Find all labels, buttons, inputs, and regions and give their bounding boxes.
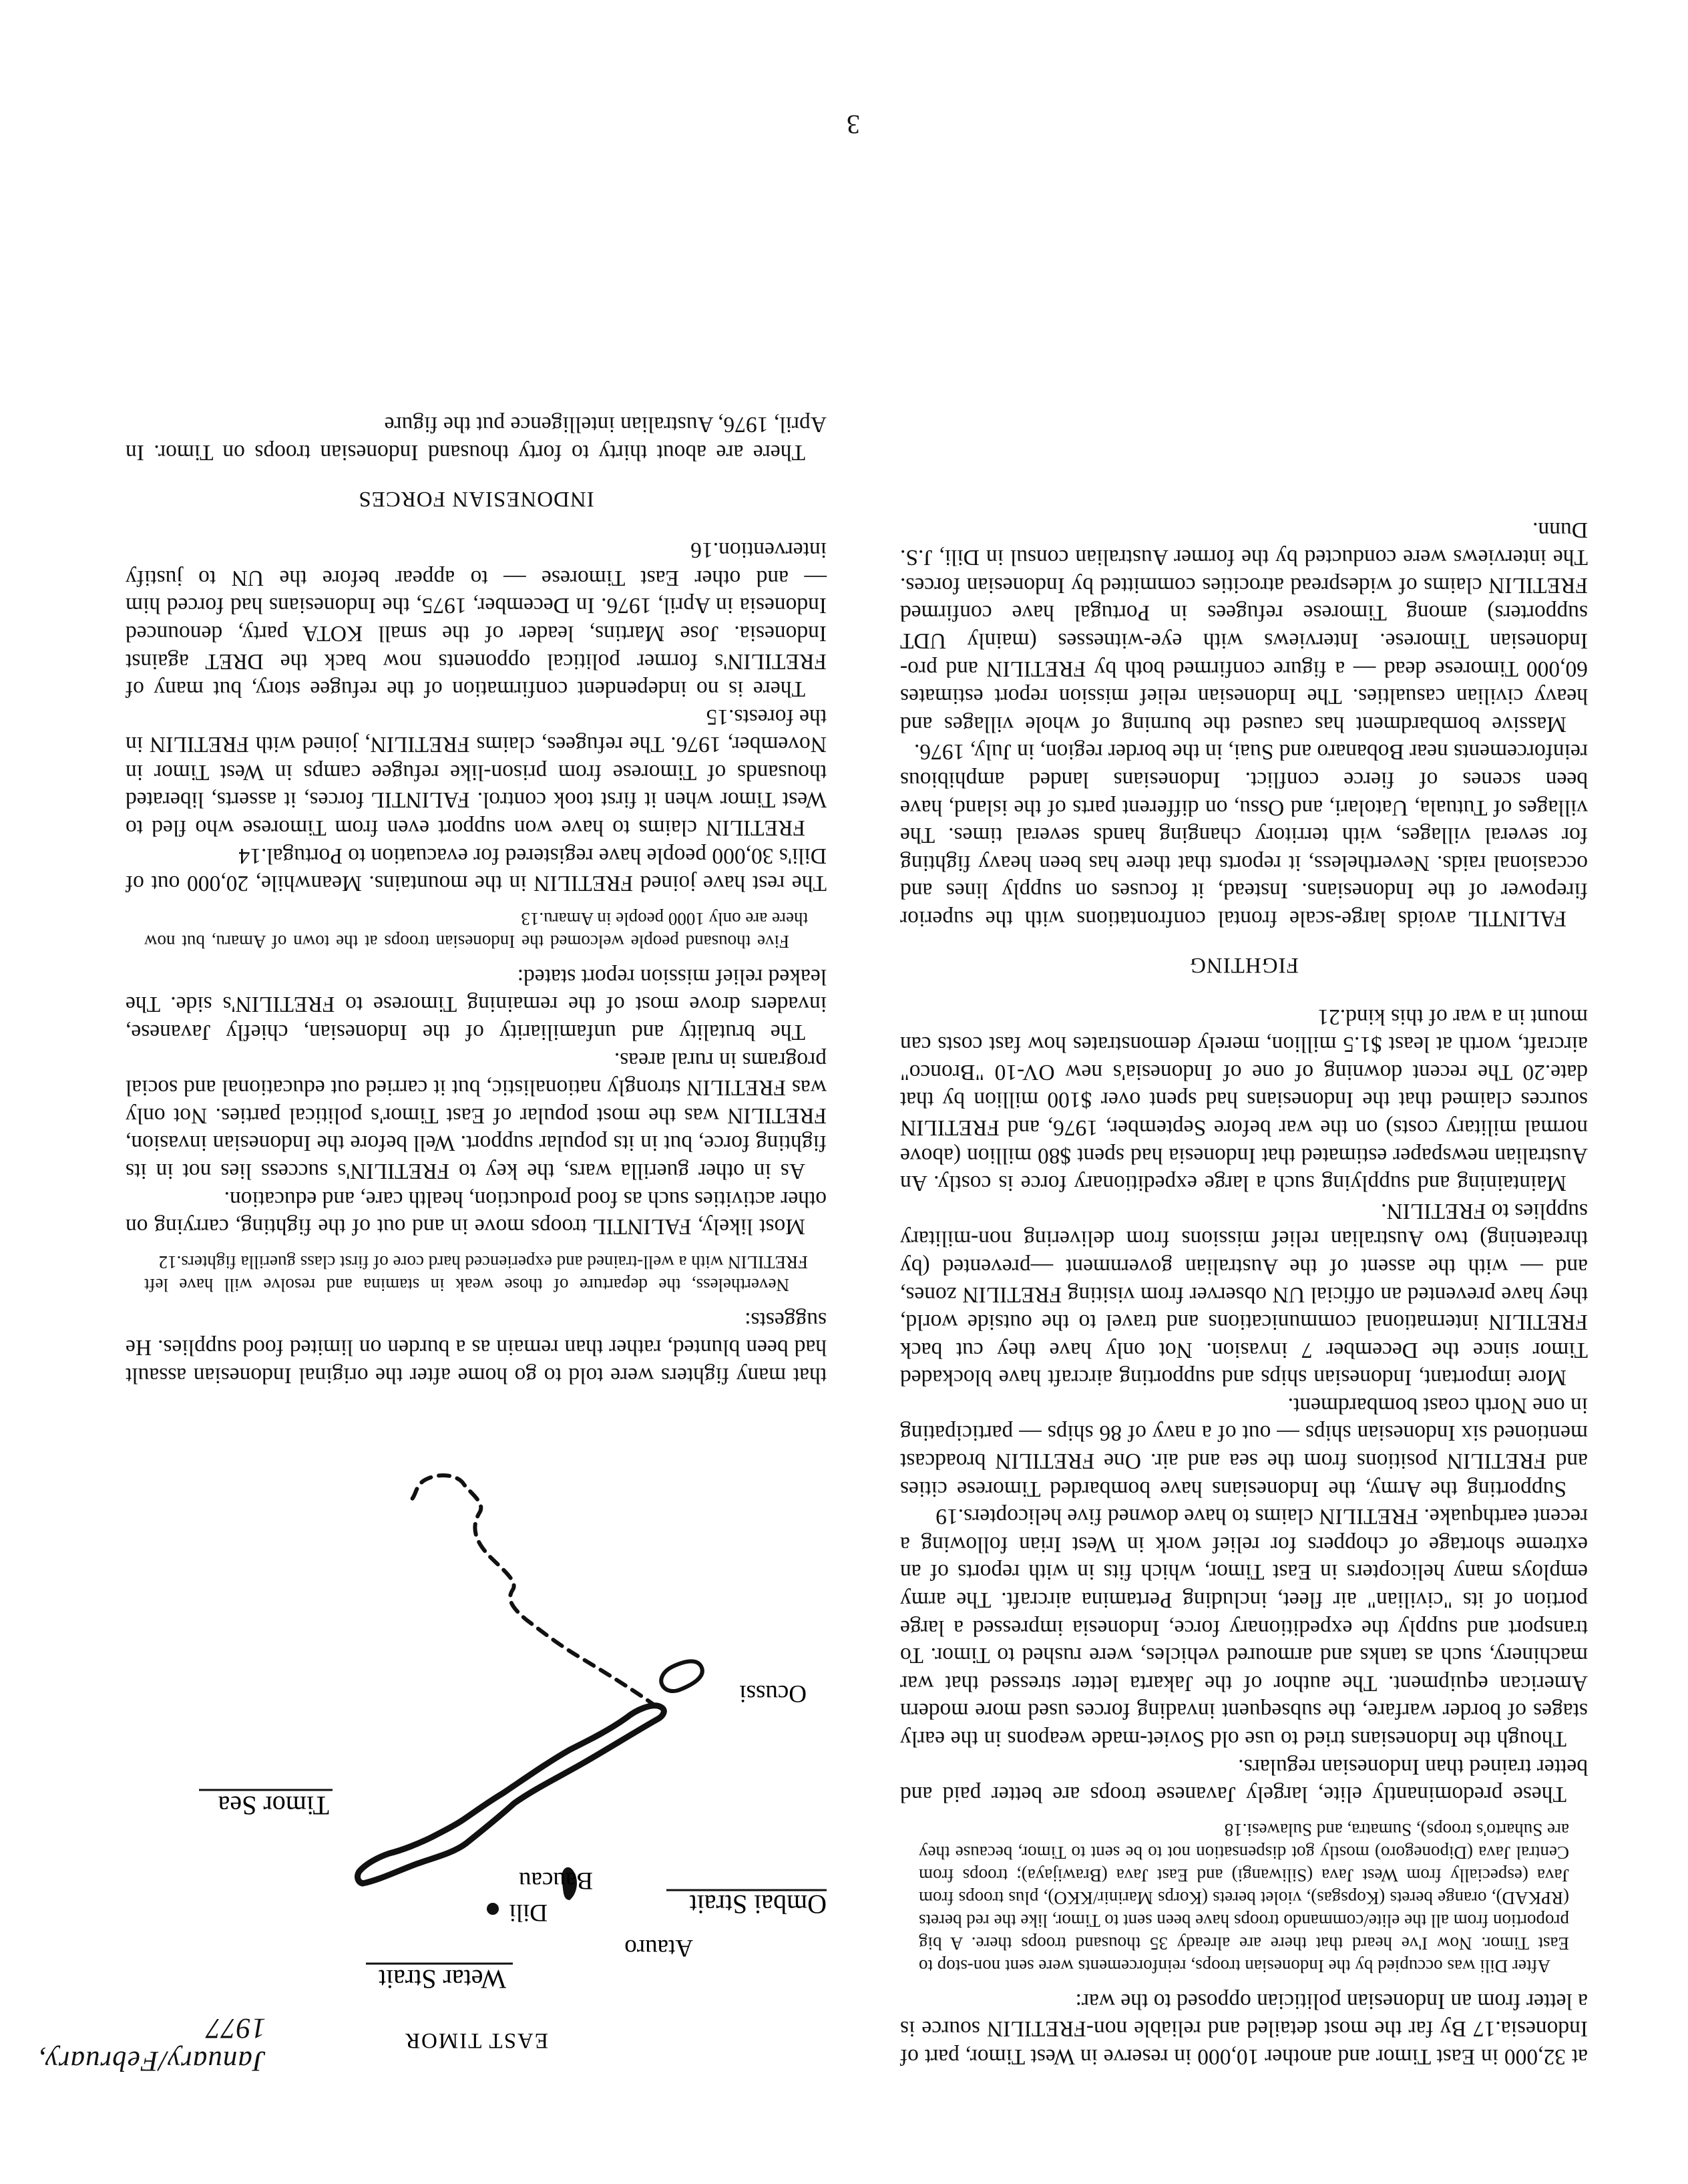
label-ombai-strait: Ombai Strait <box>689 1889 827 1920</box>
paragraph: There is no independent confirmation of the refugee story, but many of FRETILIN's former political opponents now back the DRET against Indonesia. Jose Martins, leader of the small KOTA party, denounced Indonesia in April, 1976. In December, 1975, the Indonesians had forced him — and other East Timorese — to appear before the UN to justify intervention.16 <box>126 538 827 702</box>
running-head: January/February, 1977 <box>38 2012 266 2076</box>
block-quote: Five thousand people welcomed the Indonesian troops at the town of Amaru, but now there are only 1000 people in Amaru.13 <box>144 909 808 952</box>
dili-marker <box>487 1903 499 1915</box>
label-dili: Dili <box>509 1899 548 1926</box>
block-quote: Nevertheless, the departure of those weak in stamina and resolve will have left FRETILIN with a well-trained and experienced hard core of first class guerilla fighters.12 <box>144 1252 808 1296</box>
label-baucau: Baucau <box>519 1867 593 1894</box>
label-timor-sea: Timor Sea <box>218 1791 329 1821</box>
paragraph: More important, Indonesian ships and supporting aircraft have blockaded Timor since the December 7 invasion. Not only have they cut back FRETILIN international communications and travel to the outside world, they have prevented an official UN observer from visiting FRETILIN zones, and — with the assent of the Australian government —prevented (by threatening) two Australian relief missions from delivering non-military supplies to FRETILIN. <box>900 1198 1588 1391</box>
paragraph: The rest have joined FRETILIN in the mountains. Meanwhile, 20,000 out of Dili's 30,000 people have registered for evacuation to Portugal.14 <box>126 843 827 896</box>
label-ocussi: Ocussi <box>739 1680 807 1707</box>
west-timor-border <box>406 1475 656 1706</box>
paragraph: As in other guerilla wars, the key to FRETILIN's success lies not in its fighting force, but in its popular support. Well before the Indonesian invasion, FRETILIN was the most popular of East Timor's political parties. Not only was FRETILIN strongly nationalistic, but it carried out educational and social programs in rural areas. <box>126 1047 827 1184</box>
paragraph: Massive bombardment has caused the burning of whole villages and heavy civilian casualties. The Indonesian relief mission report estimates 60,000 Timorese dead — a figure confirmed both by FRETILIN and pro-Indonesian Timorese. Interviews with eye-witnesses (mainly UDT supporters) among Timorese refugees in Portugal have confirmed FRETILIN claims of widespread atrocities committed by Indonesian forces. The interviews were conducted by the former Australian consul in Dili, J.S. Dunn. <box>900 517 1588 737</box>
right-column <box>126 410 827 1389</box>
label-wetar-strait: Wetar Strait <box>378 1964 506 1994</box>
left-column <box>900 516 1588 2070</box>
page-number: 3 <box>847 110 860 140</box>
section-heading-fighting: FIGHTING <box>1189 953 1299 977</box>
paragraph: Though the Indonesians tried to use old Soviet-made weapons in the early stages of border warfare, the subsequent invading forces used more modern American equipment. The author of the Jakarta letter stressed that war machinery, such as tanks and armoured vehicles, were rushed to Timor. To transport and supply the expeditionary force, Indonesia impressed a large portion of its "civilian" air fleet, including Pertamina aircraft. The army employs many helicopters in East Timor, which fits in with reports of an extreme shortage of choppers for relief work in West Irian following a recent earthquake. FRETILIN claims to have downed five helicopters.19 <box>900 1504 1588 1752</box>
paragraph: These predominantly elite, largely Javanese troops are better paid and better trained than Indonesian regulars. <box>900 1754 1588 1807</box>
paragraph: FALINTIL avoids large-scale frontal confrontations with the superior firepower of the Indonesians. Instead, it focuses on supply lines and occasional raids. Nevertheless, it reports that there has been heavy fighting for several villages, with territory changing hands several times. The villages of Tutuala, Uatolari, and Ossu, on different parts of the island, have been scenes of fierce conflict. Indonesians landed amphibious reinforcements near Bobanaro and Suai, in the border region, in July, 1976. <box>900 739 1588 931</box>
paragraph: Supporting the Army, the Indonesians have bombarded Timorese cities and FRETILIN positions from the sea and air. One FRETILIN broadcast mentioned six Indonesian ships — out of a navy of 86 ships — participating in one North coast bombardment. <box>900 1393 1588 1501</box>
east-timor-map <box>126 1403 827 2084</box>
paragraph: FRETILIN claims to have won support even from Timorese who fled to West Timor when it first took control. FALINTIL forces, it asserts, liberated thousands of Timorese from prison-like refugee camps in West Timor in November, 1976. The refugees, claims FRETILIN, joined with FRETILIN in the forests.15 <box>126 704 827 841</box>
label-atauro: Atauro <box>624 1934 693 1962</box>
ocussi-enclave <box>661 1661 702 1691</box>
paragraph: at 32,000 in East Timor and another 10,000 in reserve in West Timor, part of Indonesia.17 By far the most detailed and reliable non-FRETILIN source is a letter from an Indonesian politician opposed to the war: <box>900 1988 1588 2069</box>
paragraph: that many fighters were told to go home after the original Indonesian assault had been blunted, rather than remain as a burden on limited food supplies. He suggests: <box>126 1307 827 1388</box>
map-title: EAST TIMOR <box>404 2028 548 2052</box>
section-heading-indonesian-forces: INDONESIAN FORCES <box>358 486 594 511</box>
block-quote: After Dili was occupied by the Indonesian troops, reinforcements were sent non-stop to East Timor. Now I've heard that there are already 35 thousand troops there. A big proportion from all the elite/commando troops have been sent to Timor, like the red berets (RPKAD), orange berets (Kopsgas), violet berets (Korps Marinir/KKO), plus troops from Java (especially from West Java (Siliwangi) and East Java (Brawijaya); troops from Central Java (Diponegoro) mostly got dispensation not to be sent to Timor, because they are Suharto's troops), Sumatra, and Sulawesi.18 <box>919 1820 1569 1977</box>
paragraph: Maintaining and supplying such a large expeditionary force is costly. An Australian newspaper estimated that Indonesia had spent $80 million (above normal military costs) on the war before September, 1976, and FRETILIN sources claimed that the Indonesians had spent over $100 million by that date.20 The recent downing of one of Indonesia's new OV-10 "Bronco" aircraft, worth at least $1.5 million, merely demonstrates how fast costs can mount in a war of this kind.21 <box>900 1004 1588 1196</box>
east-timor-outline <box>358 1706 664 1883</box>
paragraph: There are about thirty to forty thousand Indonesian troops on Timor. In April, 1976, Australian intelligence put the figure <box>126 411 827 465</box>
paragraph: The brutality and unfamiliarity of the Indonesian, chiefly Javanese, invaders drove most of the remaining Timorese to FRETILIN's side. The leaked relief mission report stated: <box>126 964 827 1045</box>
paragraph: Most likely, FALINTIL troops move in and out of the fighting, carrying on other activities such as food production, health care, and education. <box>126 1186 827 1240</box>
